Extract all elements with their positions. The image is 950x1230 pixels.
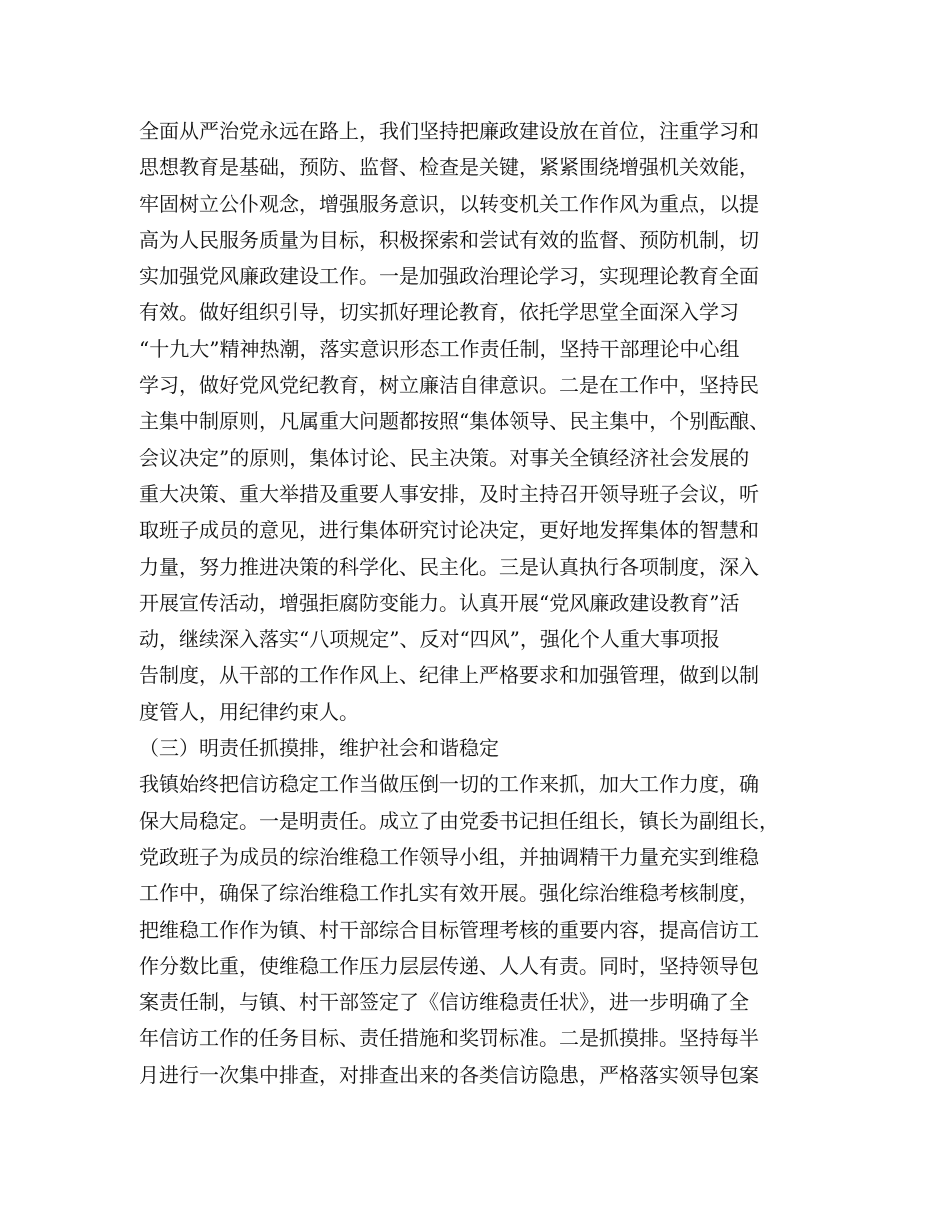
text-line: 月进行一次集中排查，对排查出来的各类信访隐患，严格落实领导包案	[139, 1062, 759, 1087]
text-line: 会议决定”的原则，集体讨论、民主决策。对事关全镇经济社会发展的	[139, 445, 750, 470]
text-line: 全面从严治党永远在路上，我们坚持把廉政建设放在首位，注重学习和	[139, 119, 759, 143]
text-line: 力量，努力推进决策的科学化、民主化。三是认真执行各项制度，深入	[139, 554, 759, 579]
text-line: 案责任制，与镇、村干部签定了《信访维稳责任状》，进一步明确了全	[139, 990, 749, 1015]
text-line: 作分数比重，使维稳工作压力层层传递、人人有责。同时，坚持领导包	[139, 953, 759, 978]
text-line: 党政班子为成员的综治维稳工作领导小组，并抽调精干力量充实到维稳	[139, 844, 759, 869]
text-line: “十九大”精神热潮，落实意识形态工作责任制，坚持干部理论中心组	[139, 336, 740, 361]
section-heading: （三）明责任抓摸排，维护社会和谐稳定	[139, 736, 499, 761]
text-line: 度管人，用纪律约束人。	[139, 699, 359, 724]
text-line: 实加强党风廉政建设工作。一是加强政治理论学习，实现理论教育全面	[139, 264, 759, 289]
body-text	[139, 113, 829, 1093]
text-line: 学习，做好党风党纪教育，树立廉洁自律意识。二是在工作中，坚持民	[139, 373, 759, 398]
text-line: 开展宣传活动，增强拒腐防变能力。认真开展“党风廉政建设教育”活	[139, 590, 740, 615]
text-line: 有效。做好组织引导，切实抓好理论教育，依托学思堂全面深入学习	[139, 300, 739, 325]
text-line: 年信访工作的任务目标、责任措施和奖罚标准。二是抓摸排。坚持每半	[139, 1026, 759, 1051]
text-line: 把维稳工作作为镇、村干部综合目标管理考核的重要内容，提高信访工	[139, 917, 759, 942]
text-line: 动，继续深入落实“八项规定”、反对“四风”，强化个人重大事项报	[139, 627, 720, 652]
text-line: 保大局稳定。一是明责任。成立了由党委书记担任组长，镇长为副组长，	[139, 808, 779, 833]
text-line: 主集中制原则，凡属重大问题都按照“集体领导、民主集中，个别酝酿、	[139, 409, 770, 434]
text-line: 我镇始终把信访稳定工作当做压倒一切的工作来抓，加大工作力度，确	[139, 772, 759, 797]
text-line: 高为人民服务质量为目标，积极探索和尝试有效的监督、预防机制，切	[139, 227, 759, 252]
text-line: 思想教育是基础，预防、监督、检查是关键，紧紧围绕增强机关效能，	[139, 155, 759, 180]
text-line: 告制度，从干部的工作作风上、纪律上严格要求和加强管理，做到以制	[139, 663, 759, 688]
text-line: 取班子成员的意见，进行集体研究讨论决定，更好地发挥集体的智慧和	[139, 518, 759, 543]
text-line: 重大决策、重大举措及重要人事安排，及时主持召开领导班子会议，听	[139, 481, 759, 506]
text-line: 牢固树立公仆观念，增强服务意识，以转变机关工作作风为重点，以提	[139, 191, 759, 216]
text-line: 工作中，确保了综治维稳工作扎实有效开展。强化综治维稳考核制度，	[139, 881, 759, 906]
